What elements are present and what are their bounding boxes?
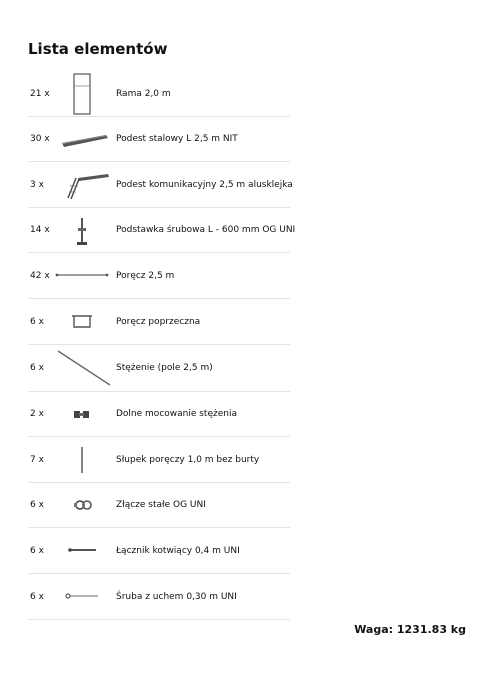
- anchor-tie-icon: [54, 528, 116, 573]
- end-guardrail-icon: [54, 299, 116, 344]
- page-title: Lista elementów: [28, 40, 168, 58]
- access-deck-icon: [54, 162, 116, 207]
- item-name: Śruba z uchem 0,30 m UNI: [116, 591, 237, 602]
- item-quantity: 21 x: [30, 89, 50, 99]
- item-name: Podest stalowy L 2,5 m NIT: [116, 134, 238, 144]
- item-name: Poręcz poprzeczna: [116, 316, 201, 327]
- item-name: Dolne mocowanie stężenia: [116, 409, 237, 419]
- total-weight: Waga: 1231.83 kg: [354, 623, 466, 636]
- frame-icon: [54, 72, 116, 116]
- list-item: [28, 117, 290, 162]
- list-item: [28, 345, 290, 392]
- item-quantity: 6 x: [30, 591, 44, 602]
- brace-clamp-icon: [54, 392, 116, 436]
- list-item: [28, 253, 290, 299]
- screw-jack-icon: [54, 208, 116, 252]
- parts-list: [28, 72, 296, 620]
- item-name: Słupek poręczy 1,0 m bez burty: [116, 454, 260, 465]
- list-item: [28, 437, 290, 483]
- item-quantity: 3 x: [30, 179, 44, 190]
- item-quantity: 2 x: [30, 409, 44, 419]
- list-item: [28, 392, 290, 437]
- item-quantity: 14 x: [30, 225, 50, 235]
- guardrail-icon: [54, 253, 116, 298]
- item-name: Poręcz 2,5 m: [116, 270, 175, 281]
- list-item: [28, 208, 296, 253]
- rail-post-icon: [54, 437, 116, 482]
- item-quantity: 7 x: [30, 454, 44, 465]
- item-quantity: 6 x: [30, 500, 44, 510]
- item-name: Łącznik kotwiący 0,4 m UNI: [116, 545, 240, 556]
- item-quantity: 42 x: [30, 270, 50, 281]
- item-quantity: 6 x: [30, 545, 44, 556]
- steel-deck-icon: [54, 117, 116, 161]
- item-quantity: 30 x: [30, 134, 50, 144]
- item-name: Podest komunikacyjny 2,5 m alusklejka: [116, 179, 293, 190]
- item-name: Rama 2,0 m: [116, 89, 171, 99]
- item-name: Podstawka śrubowa L - 600 mm OG UNI: [116, 225, 296, 235]
- list-item: [28, 483, 290, 528]
- item-quantity: 6 x: [30, 363, 44, 373]
- item-name: Złącze stałe OG UNI: [116, 500, 206, 510]
- coupler-icon: [54, 483, 116, 527]
- list-item: [28, 574, 290, 620]
- eye-bolt-icon: [54, 574, 116, 619]
- list-item: [28, 528, 290, 574]
- diagonal-brace-icon: [54, 345, 116, 391]
- item-name: Stężenie (pole 2,5 m): [116, 363, 213, 373]
- list-item: [28, 299, 290, 345]
- list-item: [28, 72, 290, 117]
- item-quantity: 6 x: [30, 316, 44, 327]
- list-item: [28, 162, 293, 208]
